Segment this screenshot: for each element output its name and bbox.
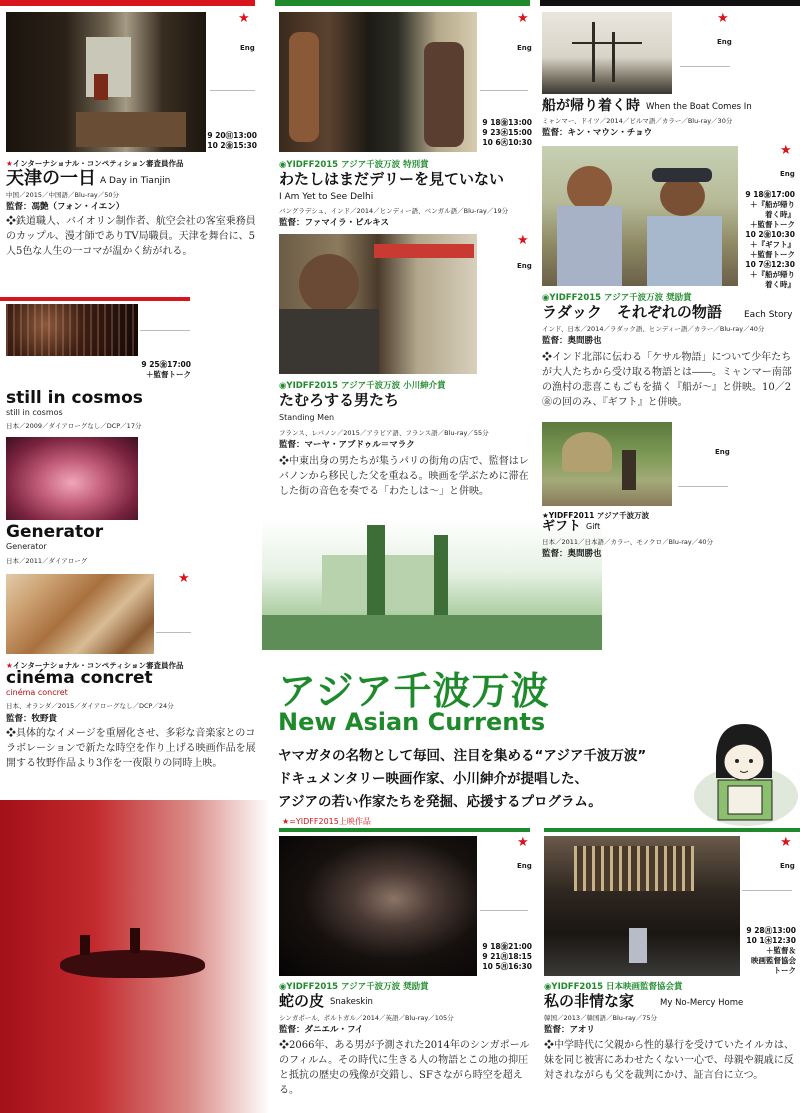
tianjin-award: ★インターナショナル・コンペティション審査員作品 [6, 159, 184, 168]
delhi-award: ◉YIDFF2015 アジア千波万波 特別賞 [279, 160, 429, 170]
gift-director: 監督：奥間勝也 [542, 549, 602, 559]
generator-en-sub: Generator [6, 542, 47, 551]
tianjin-rule [210, 90, 255, 91]
nomercy-rule [742, 890, 792, 891]
boat-meta: ミャンマー、ドイツ／2014／ビルマ語／カラー／Blu-ray／30分 [542, 117, 733, 125]
tianjin-star-icon: ★ [238, 11, 250, 26]
legend-note: ★=YIDFF2015上映作品 [282, 817, 371, 826]
delhi-director: 監督：ファマイラ・ビルキス [279, 218, 389, 228]
standing-still [279, 234, 477, 374]
boat-en-title: When the Boat Comes In [646, 102, 752, 112]
concret-award: ★インターナショナル・コンペティション審査員作品 [6, 661, 184, 670]
delhi-star-icon: ★ [517, 11, 529, 26]
stillcosmos-schedule: 9 25㊎17:00 ＋監督トーク [141, 360, 191, 379]
program-line-3: アジアの若い作家たちを発掘、応援するプログラム。 [278, 794, 602, 810]
concret-title: cinéma concret [6, 668, 153, 688]
ladakh-en-title: Each Story [744, 310, 793, 320]
ladakh-eng-badge: Eng [780, 170, 795, 178]
program-title-jp: アジア千波万波 [278, 669, 550, 713]
gift-jp-title: ギフト [542, 519, 582, 534]
boat-director: 監督：キン・マウン・チョウ [542, 128, 653, 138]
stillcosmos-title: still in cosmos [6, 388, 143, 408]
standing-en-sub: Standing Men [279, 413, 335, 422]
top-bar-right [540, 0, 800, 6]
snake-eng-badge: Eng [517, 862, 532, 870]
concret-rule [156, 632, 191, 633]
ladakh-desc: ❖インド北部に伝わる「ケサル物語」について少年たちが大人たちから受け取る物語とは――。ミャンマー南部の漁村の悲喜こもごもを描く『船が〜』と併映。10／2㊎の回のみ、『ギフト』と併映。 [542, 352, 792, 408]
nomercy-jp-title: 私の非情な家 [544, 992, 635, 1010]
snake-schedule: 9 18㊎21:00 9 21㊊18:15 10 5㊊16:30 [482, 942, 532, 971]
program-line-1: ヤマガタの名物として毎回、注目を集める“アジア千波万波” [278, 748, 647, 764]
concret-star-icon: ★ [178, 571, 190, 586]
nomercy-eng-badge: Eng [780, 862, 795, 870]
bottom-bar-mid [279, 828, 530, 832]
tianjin-en-title: A Day in Tianjin [100, 176, 171, 186]
concret-meta: 日本、オランダ／2015／ダイアローグなし／DCP／24分 [6, 702, 174, 710]
gift-meta: 日本／2011／日本語／カラー、モノクロ／Blu-ray／40分 [542, 538, 714, 546]
standing-jp-title: たむろする男たち [279, 391, 400, 409]
concret-award-text: インターナショナル・コンペティション審査員作品 [12, 661, 184, 670]
snake-meta: シンガポール、ポルトガル／2014／英語／Blu-ray／105分 [279, 1014, 454, 1022]
top-bar-mid [275, 0, 530, 6]
stillcosmos-rule [140, 330, 190, 331]
standing-eng-badge: Eng [517, 262, 532, 270]
delhi-eng-badge: Eng [517, 44, 532, 52]
boat-jp-title: 船が帰り着く時 [542, 98, 640, 114]
standing-meta: フランス、レバノン／2015／アラビア語、フランス語／Blu-ray／55分 [279, 429, 489, 437]
delhi-meta: バングラデシュ、インド／2014／ヒンディー語、ベンガル語／Blu-ray／19分 [279, 207, 509, 215]
tianjin-award-text: インターナショナル・コンペティション審査員作品 [12, 159, 184, 168]
concret-desc: ❖具体的なイメージを重層化させ、多彩な音楽家とのコラボレーションで新たな時空を作り上げる映画作品を展開する牧野作品より3作を一夜限りの同時上映。 [6, 728, 256, 769]
snake-director: 監督：ダニエル・フイ [279, 1025, 364, 1035]
bottom-bar-right [544, 828, 800, 832]
generator-title: Generator [6, 522, 104, 542]
top-bar-left [0, 0, 255, 6]
nomercy-schedule: 9 28㊊13:00 10 1㊍12:30 ＋監督＆ 映画監督協会 トーク [746, 926, 796, 975]
snake-still [279, 836, 477, 976]
program-line-2: ドキュメンタリー映画作家、小川紳介が提唱した、 [278, 771, 588, 787]
snake-desc: ❖2066年、ある男が予測された2014年のシンガポールのフィルム。その時代に生きる人の物語とこの地の抑圧と抵抗の歴史の残像が交錯し、SFさながら時空を超える。 [279, 1040, 530, 1096]
mid-bar-left [0, 297, 190, 301]
generator-meta: 日本／2011／ダイアローグ [6, 557, 88, 565]
standing-director: 監督：マーヤ・アブドゥル＝マラク [279, 440, 415, 450]
nomercy-still [544, 836, 740, 976]
concret-director: 監督：牧野貴 [6, 714, 58, 724]
tianjin-desc: ❖鉄道職人、バイオリン制作者、航空会社の客室乗務員のカップル、漫才師でありTV局職員。天津を舞台に、5人5色な人生の一コマが温かく紡がれる。 [6, 216, 256, 257]
stillcosmos-still-2 [6, 304, 138, 356]
nomercy-en-title: My No-Mercy Home [660, 998, 744, 1008]
ladakh-schedule: 9 18㊎17:00 ＋『船が帰り 着く時』 ＋監督トーク 10 2㊎10:30 ＋『ギフト』 ＋監督トーク 10 7㊌12:30 ＋『船が帰り 着く時』 [745, 190, 795, 289]
ladakh-jp-title: ラダック それぞれの物語 [542, 303, 722, 321]
boat-star-icon: ★ [717, 11, 729, 26]
snake-award: ◉YIDFF2015 アジア千波万波 奨励賞 [279, 982, 429, 992]
red-boat-image [0, 800, 270, 1113]
gift-award: ★YIDFF2011 アジア千波万波 [542, 511, 650, 520]
nomercy-award: ◉YIDFF2015 日本映画監督協会賞 [544, 982, 683, 992]
gift-still [542, 422, 672, 506]
nomercy-director: 監督：アオリ [544, 1025, 595, 1035]
nomercy-star-icon: ★ [780, 835, 792, 850]
stillcosmos-meta: 日本／2009／ダイアローグなし／DCP／17分 [6, 422, 142, 430]
ladakh-award: ◉YIDFF2015 アジア千波万波 奨励賞 [542, 293, 692, 303]
gift-eng-badge: Eng [715, 448, 730, 456]
snake-rule [480, 910, 528, 911]
girl-reading-illustration [688, 716, 798, 828]
delhi-jp-title: わたしはまだデリーを見ていない [279, 170, 505, 188]
delhi-schedule: 9 18㊎13:00 9 23㊌15:00 10 6㊋10:30 [482, 118, 532, 147]
snake-star-icon: ★ [517, 835, 529, 850]
stillcosmos-en-sub: still in cosmos [6, 408, 63, 417]
boat-still [542, 12, 672, 94]
ladakh-still [542, 146, 738, 286]
ladakh-meta: インド、日本／2014／ラダック語、ヒンディー語／カラー／Blu-ray／40分 [542, 325, 765, 333]
ladakh-star-icon: ★ [780, 143, 792, 158]
concret-en-sub: cinéma concret [6, 688, 68, 697]
snake-jp-title: 蛇の皮 [279, 992, 325, 1010]
tianjin-still [6, 12, 206, 152]
delhi-still [279, 12, 477, 152]
program-title-en: New Asian Currents [278, 708, 546, 736]
delhi-rule [480, 90, 528, 91]
standing-star-icon: ★ [517, 233, 529, 248]
gift-rule [678, 486, 728, 487]
tianjin-director: 監督：馮艶（フォン・イエン） [6, 202, 125, 212]
tianjin-meta: 中国／2015／中国語／Blu-ray／50分 [6, 191, 120, 199]
delhi-en-title: I Am Yet to See Delhi [279, 192, 374, 202]
boat-eng-badge: Eng [717, 38, 732, 46]
tianjin-eng-badge: Eng [240, 44, 255, 52]
gift-en-title: Gift [586, 522, 601, 531]
tianjin-jp-title: 天津の一日 [6, 168, 96, 189]
generator-still [6, 437, 138, 520]
standing-award: ◉YIDFF2015 アジア千波万波 小川紳介賞 [279, 381, 446, 391]
concret-still [6, 574, 154, 654]
nomercy-meta: 韓国／2013／韓国語／Blu-ray／75分 [544, 1014, 658, 1022]
ladakh-director: 監督：奥間勝也 [542, 336, 602, 346]
tianjin-schedule: 9 20㊐13:00 10 2㊎15:30 [207, 131, 257, 150]
boat-rule [680, 66, 730, 67]
snake-en-title: Snakeskin [330, 997, 373, 1007]
standing-desc: ❖中東出身の男たちが集うパリの街角の店で、監督はレバノンから移民した父を重ねる。映画を学ぶために滞在した街の音色を奏でる「わたしは〜」と併映。 [279, 456, 529, 497]
nomercy-desc: ❖中学時代に父親から性的暴行を受けていたイルカは、妹を同じ被害にあわせたくない一心で、母親や親戚に反対されながらも父を裁判にかけ、証言台に立つ。 [544, 1040, 794, 1081]
